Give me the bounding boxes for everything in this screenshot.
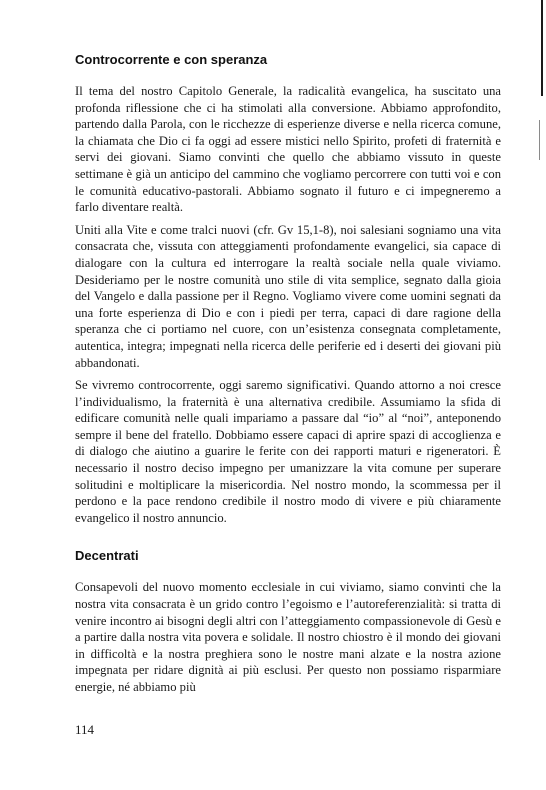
section-heading-decentrati: Decentrati bbox=[75, 548, 139, 564]
page-number: 114 bbox=[75, 722, 95, 737]
page-edge-mark bbox=[541, 0, 543, 96]
paragraph-2: Uniti alla Vite e come tralci nuovi (cfr. Gv 15,1-8), noi salesiani sogniamo una vita consacrata che, vissuta con atteggiamenti profondamente evangelici, sia capace di dialogare con la cultura ed interrogare la realtà sociale nella quale viviamo. Desideriamo per le nostre comunità uno stile di vita semplice, segnato dalla gioia del Vangelo e dalla passione per il Regno. Vogliamo vivere come uomini segnati da una forte esperienza di Dio e con i piedi per terra, capaci di dare ragione della speranza che ci portiamo nel cuore, con un’esistenza consegnata completamente, autentica, integra; impegnati nella ricerca delle periferie ed i deserti dei giovani più abbandonati. bbox=[75, 222, 501, 370]
paragraph-3: Se vivremo controcorrente, oggi saremo significativi. Quando attorno a noi cresce l’individualismo, la fraternità è una alternativa credibile. Assumiamo la sfida di edificare comunità nelle quali impariamo a passare dal “io” al “noi”, anteponendo sempre il bene del fratello. Dobbiamo essere capaci di aprire spazi di accoglienza e di dialogo che aiutino a guarire le ferite con dei rapporti maturi e rigeneratori. È necessario il nostro deciso impegno per umanizzare la vita comune per superare solitudini e moltiplicare la misericordia. Nel nostro mondo, la scommessa per il perdono e la pace rendono credibile il nostro modo di vivere e più chiaramente evangelico il nostro annuncio. bbox=[75, 378, 501, 525]
page-edge-mark-faint bbox=[539, 120, 540, 160]
paragraph-4: Consapevoli del nuovo momento ecclesiale in cui viviamo, siamo convinti che la nostra vita consacrata è un grido contro l’egoismo e l’autoreferenzialità: si tratta di venire incontro ai bisogni degli altri con l’atteggiamento compassionevole di Gesù e a partire dalla nostra vita povera e solidale. Il nostro chiostro è il mondo dei giovani in difficoltà e la nostra preghiera sono le nostre mani alzate e la nostra azione impegnata per ridare dignità ai più esclusi. Per questo non possiamo risparmiare energie, né abbiamo più bbox=[75, 580, 501, 694]
section-heading-controcorrente: Controcorrente e con speranza bbox=[75, 52, 268, 67]
paragraph-1: Il tema del nostro Capitolo Generale, la radicalità evangelica, ha suscitato una profonda riflessione che ci ha stimolati alla conversione. Abbiamo approfondito, partendo dalla Parola, con le ricchezze di esperienze diverse e nella ricerca comune, la chiamata che Dio ci fa oggi ad essere mistici nello Spirito, profeti di fraternità e servi dei giovani. Siamo convinti che quello che abbiamo vissuto in queste settimane è già un anticipo del cammino che vogliamo percorrere con tutti voi e con le comunità educativo-pastorali. Abbiamo sognato il futuro e ci impegneremo a farlo diventare realtà. bbox=[75, 84, 501, 215]
page-content bbox=[75, 52, 501, 702]
